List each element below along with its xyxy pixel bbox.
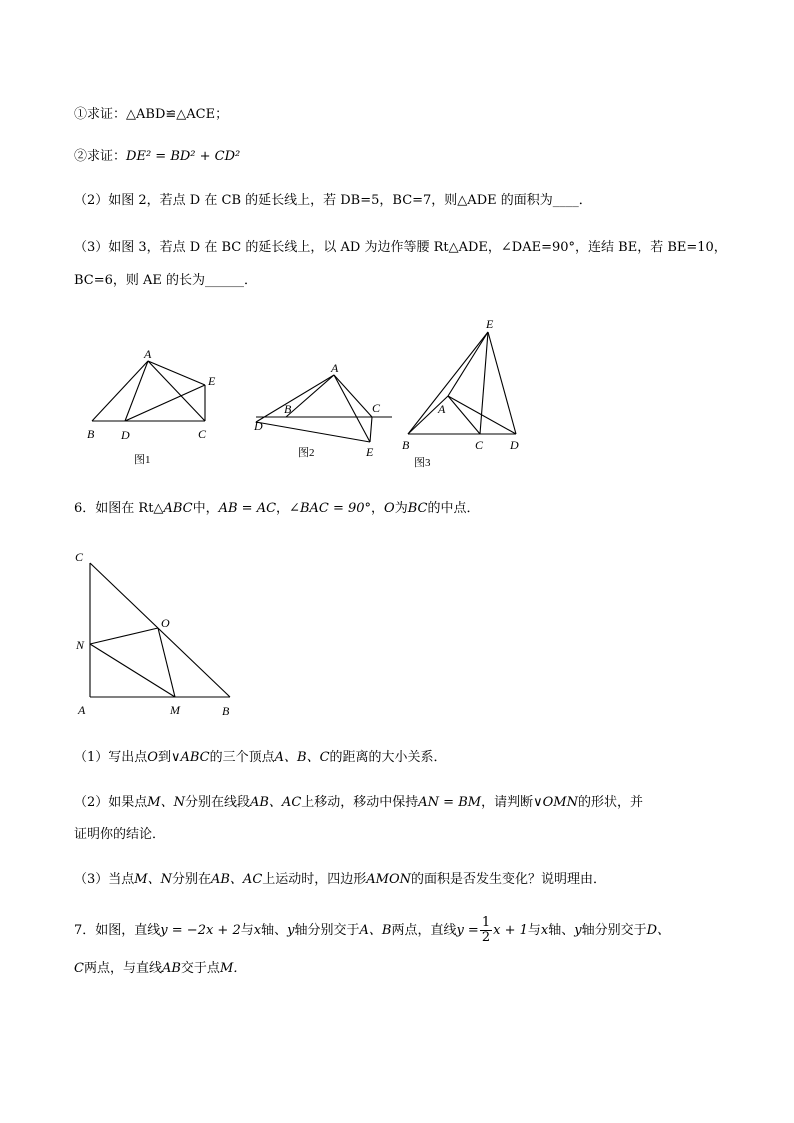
figure-3: [398, 312, 528, 472]
circled-num-2: ②: [74, 149, 88, 164]
fig2-label-b: B: [284, 402, 292, 416]
fig3-caption: 图3: [414, 457, 431, 469]
figure-6: [72, 545, 252, 720]
line-part-3: （3）如图 3，若点 D 在 BC 的延长线上，以 AD 为边作等腰 Rt△ADE，∠DAE=90°，连结 BE，若 BE=10，: [74, 240, 727, 255]
question-6-part-3: （3）当点M、N分别在AB、AC上运动时，四边形AMON的面积是否发生变化？说明理由．: [74, 872, 607, 887]
fig1-label-b: B: [87, 427, 95, 441]
fig1-label-a: A: [144, 347, 152, 361]
fig1-caption: 图1: [134, 454, 151, 466]
fig6-label-n: N: [76, 638, 85, 652]
fig2-label-a: A: [331, 361, 339, 375]
fig1-label-d: D: [121, 428, 130, 442]
line-proof-1: ①求证：△ABD≌△ACE；: [74, 107, 229, 122]
fig6-label-a: A: [78, 703, 86, 717]
question-6-part-2: （2）如果点M、N分别在线段AB、AC上移动，移动中保持AN = BM，请判断∨OMN的形状，并: [74, 795, 643, 810]
question-7-cont: C两点，与直线AB交于点M．: [74, 961, 247, 976]
question-6-part-2-cont: 证明你的结论．: [74, 827, 166, 842]
line-proof-2: ②求证：DE² = BD² + CD²: [74, 149, 241, 164]
line-part-2: （2）如图 2，若点 D 在 CB 的延长线上，若 DB=5，BC=7，则△ADE 的面积为____．: [74, 193, 592, 208]
fig2-label-e: E: [366, 445, 374, 459]
fraction-one-half: $\frac{1}{2}$: [481, 915, 491, 945]
fig2-label-c: C: [372, 401, 381, 415]
circled-num-1: ①: [74, 107, 88, 122]
question-6-number: 6．: [74, 501, 96, 516]
fig3-label-b: B: [402, 438, 410, 452]
fig2-caption: 图2: [298, 447, 315, 459]
line-part-3-cont: BC=6，则 AE 的长为______．: [74, 273, 258, 288]
question-6: 6．如图在 Rt△ABC中，AB = AC，∠BAC = 90°，O为BC的中点．: [74, 501, 480, 516]
fig6-label-m: M: [170, 703, 180, 717]
fig2-label-d: D: [254, 419, 263, 433]
fig3-label-e: E: [486, 317, 494, 331]
question-6-part-1: （1）写出点O到∨ABC的三个顶点A、B、C的距离的大小关系．: [74, 750, 447, 765]
question-7-number: 7．: [74, 923, 96, 938]
fig6-label-o: O: [161, 616, 170, 630]
figure-1: [80, 345, 220, 465]
equation-de2: DE² = BD² + CD²: [126, 149, 241, 164]
fig6-label-c: C: [75, 550, 84, 564]
figure-2: [252, 362, 402, 472]
fig1-label-e: E: [208, 374, 216, 388]
fig3-label-c: C: [475, 438, 484, 452]
fig6-label-b: B: [222, 704, 230, 718]
fig3-label-a: A: [438, 402, 446, 416]
fig1-label-c: C: [198, 427, 207, 441]
question-7: 7．如图，直线y = −2x + 2与x轴、y轴分别交于A、B两点，直线y = $\frac{1}{2}$ x + 1与x轴、y轴分别交于D、: [74, 915, 671, 945]
fig3-label-d: D: [510, 438, 519, 452]
